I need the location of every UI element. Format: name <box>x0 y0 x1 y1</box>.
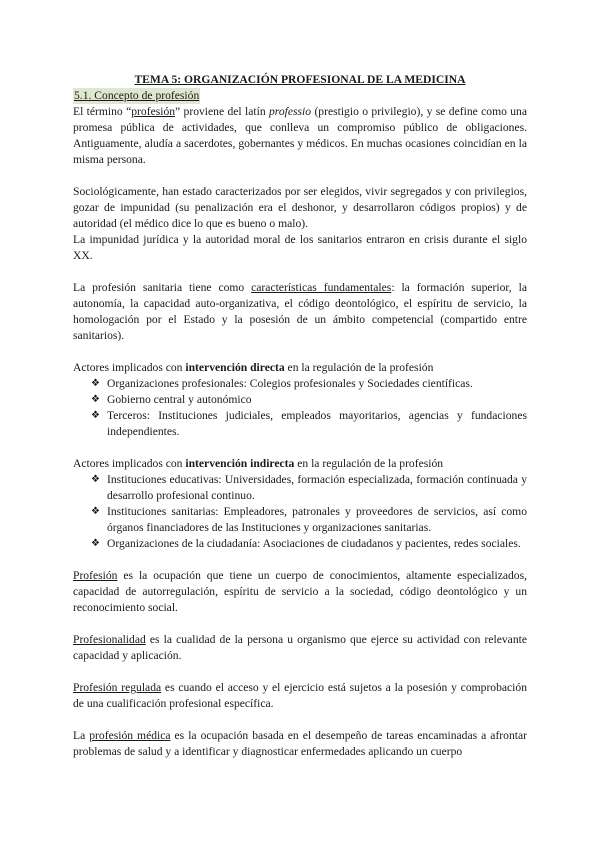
paragraph-definition-origin: El término “profesión” proviene del latín professio (prestigio o privilegio), y se define como una promesa pública de actividades, que conlleva un compromiso público de obligaciones. Antiguamente, aludía a sacerdotes, gobernantes y médicos. En muchas ocasiones coincidían en la misma persona. <box>73 105 527 166</box>
list-item: ❖ Instituciones educativas: Universidades, formación especializada, formación continuada y desarrollo profesional continuo. <box>91 473 527 502</box>
list-item: ❖ Organizaciones profesionales: Colegios profesionales y Sociedades científicas. <box>91 377 473 390</box>
diamond-bullet-icon: ❖ <box>91 378 100 389</box>
list-item: ❖ Instituciones sanitarias: Empleadores, patronales y proveedores de servicios, así como órganos financiadores de las Instituciones y organizaciones sanitarias. <box>91 505 527 534</box>
direct-actors-list <box>73 376 527 440</box>
list-item: ❖ Organizaciones de la ciudadanía: Asociaciones de ciudadanos y pacientes, redes sociales. <box>91 537 521 550</box>
definition-profesion-regulada: Profesión regulada es cuando el acceso y el ejercicio está sujetos a la posesión y comprobación de una cualificación profesional específica. <box>73 681 528 710</box>
paragraph-crisis: La impunidad jurídica y la autoridad moral de los sanitarios entraron en crisis durante el siglo XX. <box>73 233 527 262</box>
definition-profesionalidad: Profesionalidad es la cualidad de la persona u organismo que ejerce su actividad con relevante capacidad y aplicación. <box>73 633 527 662</box>
document-page <box>73 72 527 760</box>
diamond-bullet-icon: ❖ <box>91 538 100 549</box>
diamond-bullet-icon: ❖ <box>91 410 100 421</box>
paragraph-sociology: Sociológicamente, han estado caracterizados por ser elegidos, vivir segregados y con privilegios, gozar de impunidad (su penalización era el deshonor, y desarrollaron códigos propios) y de autoridad (el médico dice lo que es bueno o malo). <box>73 185 527 230</box>
diamond-bullet-icon: ❖ <box>91 506 100 517</box>
definition-profesion: Profesión es la ocupación que tiene un cuerpo de conocimientos, altamente especializados, capacidad de autorregulación, espíritu de servicio a la sociedad, código deontológico y un reconocimiento social. <box>73 569 527 614</box>
definition-profesion-medica: La profesión médica es la ocupación basada en el desempeño de tareas encaminadas a afrontar problemas de salud y a identificar y diagnosticar enfermedades aplicando un cuerpo <box>73 729 527 758</box>
diamond-bullet-icon: ❖ <box>91 394 100 405</box>
paragraph-characteristics: La profesión sanitaria tiene como características fundamentales: la formación superior, la autonomía, la capacidad auto-organizativa, el código deontológico, el espíritu de servicio, la homologación por el Estado y la posesión de un ámbito competencial (compartido entre sanitarios). <box>73 281 527 342</box>
list-item: ❖ Gobierno central y autonómico <box>91 393 252 406</box>
section-heading: 5.1. Concepto de profesión <box>74 89 200 102</box>
indirect-actors-list <box>73 472 527 552</box>
direct-actors-heading: Actores implicados con intervención directa en la regulación de la profesión <box>73 361 434 374</box>
diamond-bullet-icon: ❖ <box>91 474 100 485</box>
list-item: ❖ Terceros: Instituciones judiciales, empleados mayoritarios, agencias y fundaciones independientes. <box>91 409 527 438</box>
indirect-actors-heading: Actores implicados con intervención indirecta en la regulación de la profesión <box>73 457 444 470</box>
page-title: TEMA 5: ORGANIZACIÓN PROFESIONAL DE LA MEDICINA <box>134 73 466 86</box>
